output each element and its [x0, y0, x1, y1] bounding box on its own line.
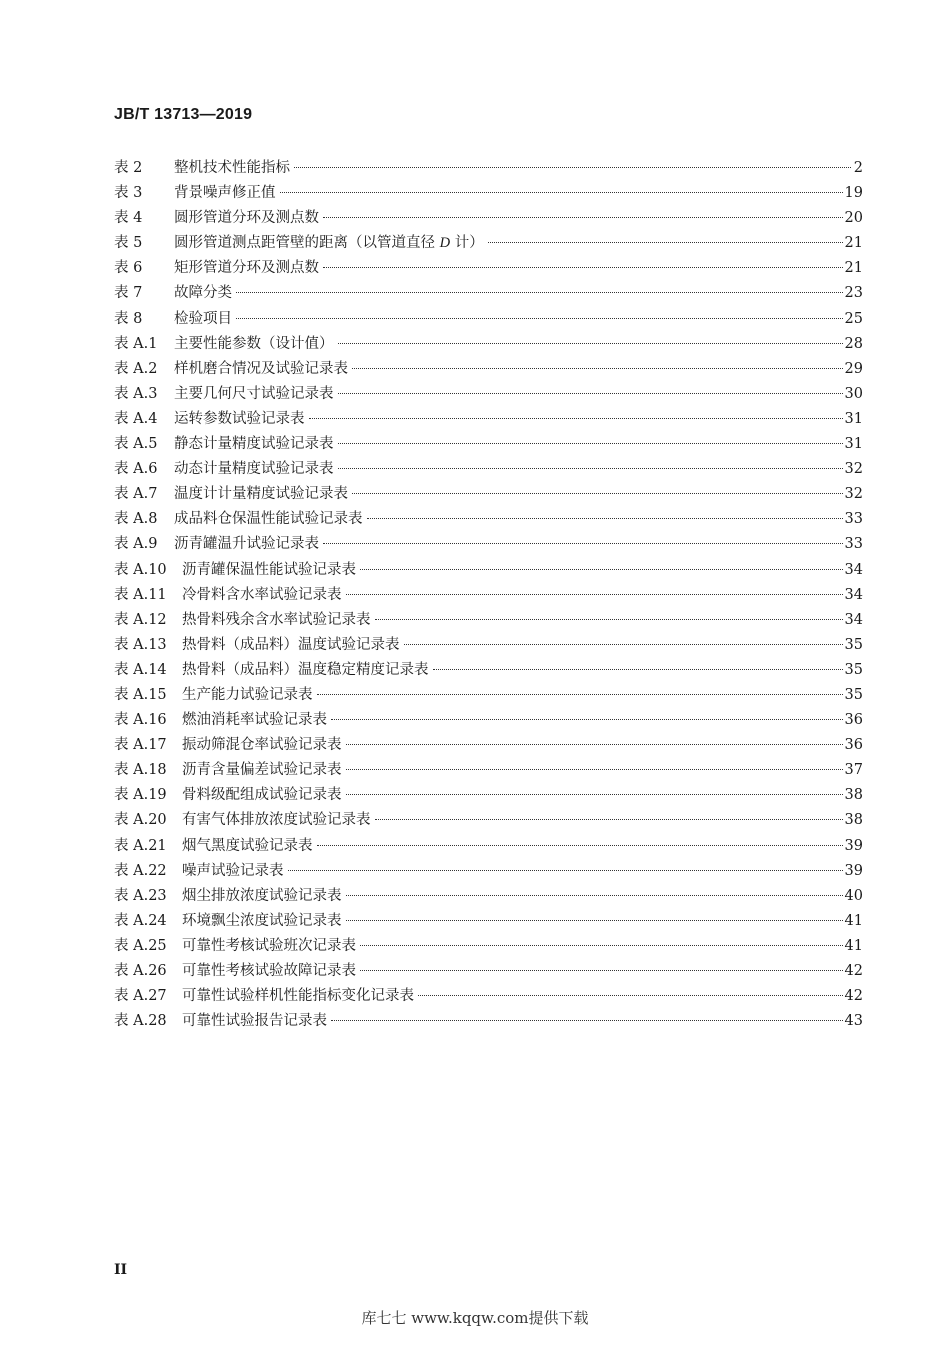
- toc-dot-leader: [338, 343, 843, 344]
- toc-entry-label: 表 2: [114, 160, 143, 176]
- toc-entry-label: 表 A.14: [114, 661, 167, 678]
- toc-entry-title: 样机磨合情况及试验记录表: [174, 360, 348, 377]
- toc-entry[interactable]: [114, 884, 863, 909]
- toc-entry-title: 可靠性试验报告记录表: [182, 1013, 327, 1030]
- toc-entry[interactable]: [114, 909, 863, 934]
- toc-entry-label: 表 A.27: [114, 988, 167, 1005]
- toc-entry-title: 热骨料残余含水率试验记录表: [182, 611, 371, 628]
- toc-entry-title: 检验项目: [174, 310, 232, 327]
- toc-entry-page: 41: [844, 912, 863, 929]
- toc-dot-leader: [367, 518, 843, 519]
- toc-entry[interactable]: [114, 808, 863, 833]
- toc-entry-title: 整机技术性能指标: [174, 160, 290, 176]
- toc-entry-page: 2: [853, 160, 863, 176]
- toc-dot-leader: [280, 192, 843, 193]
- toc-dot-leader: [433, 669, 843, 670]
- table-of-contents: [114, 156, 863, 1034]
- toc-dot-leader: [346, 895, 843, 896]
- standard-code: JB/T 13713—2019: [114, 106, 253, 123]
- toc-entry-page: 39: [844, 837, 863, 854]
- toc-entry-title: 主要性能参数（设计值）: [174, 335, 334, 352]
- download-source-note: 库七七 www.kqqw.com提供下载: [361, 1309, 589, 1327]
- toc-entry-page: 29: [844, 360, 863, 377]
- toc-entry-page: 23: [844, 285, 863, 302]
- toc-entry-title: 可靠性试验样机性能指标变化记录表: [182, 988, 414, 1005]
- toc-dot-leader: [323, 543, 843, 544]
- toc-entry[interactable]: [114, 432, 863, 457]
- toc-entry-page: 33: [844, 536, 863, 553]
- toc-entry[interactable]: [114, 758, 863, 783]
- toc-entry[interactable]: [114, 959, 863, 984]
- toc-entry-label: 表 A.24: [114, 912, 167, 929]
- toc-entry-title: 成品料仓保温性能试验记录表: [174, 511, 363, 528]
- toc-entry-page: 34: [844, 561, 863, 578]
- toc-entry-title: 圆形管道分环及测点数: [174, 210, 319, 227]
- toc-entry-page: 36: [844, 737, 863, 754]
- toc-entry-title: 有害气体排放浓度试验记录表: [182, 812, 371, 829]
- toc-entry-label: 表 A.11: [114, 586, 167, 603]
- toc-entry-title: 冷骨料含水率试验记录表: [182, 586, 342, 603]
- toc-entry-label: 表 A.19: [114, 787, 167, 804]
- toc-dot-leader: [346, 744, 843, 745]
- toc-entry-title: 沥青罐温升试验记录表: [174, 536, 319, 553]
- toc-entry-page: 38: [844, 812, 863, 829]
- toc-entry-title: 圆形管道测点距管壁的距离（以管道直径 D 计）: [174, 235, 484, 252]
- toc-entry-page: 43: [844, 1013, 863, 1030]
- toc-entry-title: 沥青罐保温性能试验记录表: [182, 561, 356, 578]
- toc-entry-label: 表 A.15: [114, 686, 167, 703]
- toc-dot-leader: [338, 443, 843, 444]
- toc-entry[interactable]: [114, 733, 863, 758]
- toc-dot-leader: [331, 719, 843, 720]
- toc-entry[interactable]: [114, 532, 863, 557]
- toc-dot-leader: [317, 845, 843, 846]
- toc-entry-page: 37: [844, 762, 863, 779]
- toc-entry-label: 表 7: [114, 285, 143, 302]
- toc-dot-leader: [294, 167, 851, 168]
- toc-entry-label: 表 8: [114, 310, 143, 327]
- toc-entry-page: 42: [844, 963, 863, 979]
- toc-dot-leader: [418, 995, 843, 996]
- toc-entry[interactable]: [114, 708, 863, 733]
- toc-entry-label: 表 A.3: [114, 385, 158, 402]
- toc-entry-page: 35: [844, 636, 863, 653]
- toc-entry-label: 表 4: [114, 210, 143, 227]
- toc-dot-leader: [309, 418, 843, 419]
- toc-entry-title: 沥青含量偏差试验记录表: [182, 762, 342, 779]
- toc-entry-title: 烟气黑度试验记录表: [182, 837, 313, 854]
- toc-dot-leader: [236, 292, 843, 293]
- toc-dot-leader: [360, 569, 843, 570]
- toc-entry-label: 表 6: [114, 260, 143, 277]
- toc-entry[interactable]: [114, 281, 863, 306]
- toc-entry-title: 可靠性考核试验班次记录表: [182, 937, 356, 954]
- toc-entry[interactable]: [114, 558, 863, 583]
- toc-dot-leader: [375, 619, 843, 620]
- toc-entry-label: 表 A.5: [114, 436, 158, 453]
- toc-entry-label: 表 A.28: [114, 1013, 167, 1030]
- toc-entry-page: 38: [844, 787, 863, 804]
- toc-entry-page: 21: [844, 235, 863, 252]
- toc-entry-page: 39: [844, 862, 863, 879]
- toc-entry[interactable]: [114, 507, 863, 532]
- toc-entry[interactable]: [114, 307, 863, 332]
- toc-entry-title: 生产能力试验记录表: [182, 686, 313, 703]
- toc-entry-title: 燃油消耗率试验记录表: [182, 712, 327, 729]
- toc-entry[interactable]: [114, 206, 863, 231]
- toc-entry-label: 表 A.21: [114, 837, 167, 854]
- toc-entry-label: 表 A.10: [114, 561, 167, 578]
- toc-entry-label: 表 A.16: [114, 712, 167, 729]
- toc-entry[interactable]: [114, 382, 863, 407]
- toc-dot-leader: [323, 217, 843, 218]
- toc-entry-label: 表 A.17: [114, 737, 167, 754]
- toc-entry-page: 35: [844, 661, 863, 678]
- toc-entry-title: 矩形管道分环及测点数: [174, 260, 319, 277]
- toc-dot-leader: [323, 267, 843, 268]
- toc-entry-title: 背景噪声修正值: [174, 185, 276, 202]
- toc-dot-leader: [288, 870, 843, 871]
- toc-entry[interactable]: [114, 683, 863, 708]
- toc-dot-leader: [352, 368, 843, 369]
- toc-entry-label: 表 A.1: [114, 335, 158, 352]
- toc-entry[interactable]: [114, 984, 863, 1009]
- toc-dot-leader: [331, 1020, 843, 1021]
- toc-entry-label: 表 A.13: [114, 636, 167, 653]
- toc-entry-page: 21: [844, 260, 863, 277]
- toc-entry[interactable]: [114, 583, 863, 608]
- toc-entry-title: 热骨料（成品料）温度试验记录表: [182, 636, 400, 653]
- toc-entry[interactable]: [114, 834, 863, 859]
- toc-entry-title: 骨料级配组成试验记录表: [182, 787, 342, 804]
- toc-entry-title: 故障分类: [174, 285, 232, 302]
- toc-entry[interactable]: [114, 482, 863, 507]
- toc-entry[interactable]: [114, 231, 863, 256]
- toc-dot-leader: [346, 594, 843, 595]
- toc-entry-page: 34: [844, 611, 863, 628]
- toc-entry[interactable]: [114, 934, 863, 959]
- toc-entry-label: 表 A.2: [114, 360, 158, 377]
- toc-entry-page: 31: [844, 436, 863, 453]
- toc-entry-page: 20: [844, 210, 863, 227]
- toc-entry[interactable]: [114, 658, 863, 683]
- toc-entry-title: 温度计计量精度试验记录表: [174, 486, 348, 503]
- toc-entry[interactable]: [114, 457, 863, 482]
- toc-entry-page: 32: [844, 461, 863, 478]
- toc-entry-title: 动态计量精度试验记录表: [174, 461, 334, 478]
- toc-entry[interactable]: [114, 608, 863, 633]
- toc-entry-title: 可靠性考核试验故障记录表: [182, 963, 356, 979]
- toc-entry-title: 噪声试验记录表: [182, 862, 284, 879]
- toc-entry-title: 静态计量精度试验记录表: [174, 436, 334, 453]
- toc-entry-label: 表 A.12: [114, 611, 167, 628]
- toc-entry-label: 表 A.9: [114, 536, 158, 553]
- toc-entry-label: 表 A.22: [114, 862, 167, 879]
- toc-entry-label: 表 A.6: [114, 461, 158, 478]
- toc-entry-page: 34: [844, 586, 863, 603]
- toc-entry-title: 环境飘尘浓度试验记录表: [182, 912, 342, 929]
- toc-dot-leader: [346, 920, 843, 921]
- toc-dot-leader: [360, 945, 843, 946]
- toc-dot-leader: [360, 970, 843, 971]
- toc-entry-page: 32: [844, 486, 863, 503]
- toc-dot-leader: [317, 694, 843, 695]
- toc-entry-page: 19: [844, 185, 863, 202]
- toc-entry-label: 表 3: [114, 185, 143, 202]
- toc-entry[interactable]: [114, 332, 863, 357]
- toc-entry-label: 表 A.26: [114, 963, 167, 979]
- toc-entry[interactable]: [114, 256, 863, 281]
- toc-dot-leader: [236, 318, 843, 319]
- toc-entry-label: 表 5: [114, 235, 143, 252]
- toc-entry-label: 表 A.4: [114, 410, 158, 427]
- toc-entry-label: 表 A.7: [114, 486, 158, 503]
- toc-dot-leader: [375, 819, 843, 820]
- toc-entry-page: 31: [844, 410, 863, 427]
- toc-entry-label: 表 A.18: [114, 762, 167, 779]
- toc-entry-page: 30: [844, 385, 863, 402]
- toc-entry-title: 烟尘排放浓度试验记录表: [182, 887, 342, 904]
- toc-entry-label: 表 A.8: [114, 511, 158, 528]
- toc-dot-leader: [338, 393, 843, 394]
- toc-entry-page: 33: [844, 511, 863, 528]
- toc-dot-leader: [338, 468, 843, 469]
- toc-dot-leader: [346, 769, 843, 770]
- toc-entry-label: 表 A.23: [114, 887, 167, 904]
- toc-entry-page: 35: [844, 686, 863, 703]
- toc-entry-label: 表 A.20: [114, 812, 167, 829]
- toc-entry-title: 运转参数试验记录表: [174, 410, 305, 427]
- toc-entry-label: 表 A.25: [114, 937, 167, 954]
- page-number: II: [114, 1262, 128, 1278]
- toc-entry-title: 主要几何尺寸试验记录表: [174, 385, 334, 402]
- toc-dot-leader: [352, 493, 843, 494]
- toc-entry[interactable]: [114, 633, 863, 658]
- toc-entry[interactable]: [114, 783, 863, 808]
- toc-entry-title: 振动筛混仓率试验记录表: [182, 737, 342, 754]
- toc-dot-leader: [346, 794, 843, 795]
- toc-entry[interactable]: [114, 1009, 863, 1034]
- toc-entry-page: 36: [844, 712, 863, 729]
- toc-entry[interactable]: [114, 156, 863, 181]
- toc-entry-page: 40: [844, 887, 863, 904]
- toc-entry[interactable]: [114, 407, 863, 432]
- toc-entry[interactable]: [114, 181, 863, 206]
- toc-entry-title: 热骨料（成品料）温度稳定精度记录表: [182, 661, 429, 678]
- toc-entry[interactable]: [114, 357, 863, 382]
- toc-dot-leader: [488, 242, 843, 243]
- toc-entry-page: 42: [844, 988, 863, 1005]
- toc-entry-page: 28: [844, 335, 863, 352]
- toc-entry[interactable]: [114, 859, 863, 884]
- toc-entry-page: 25: [844, 310, 863, 327]
- toc-dot-leader: [404, 644, 843, 645]
- toc-entry-page: 41: [844, 937, 863, 954]
